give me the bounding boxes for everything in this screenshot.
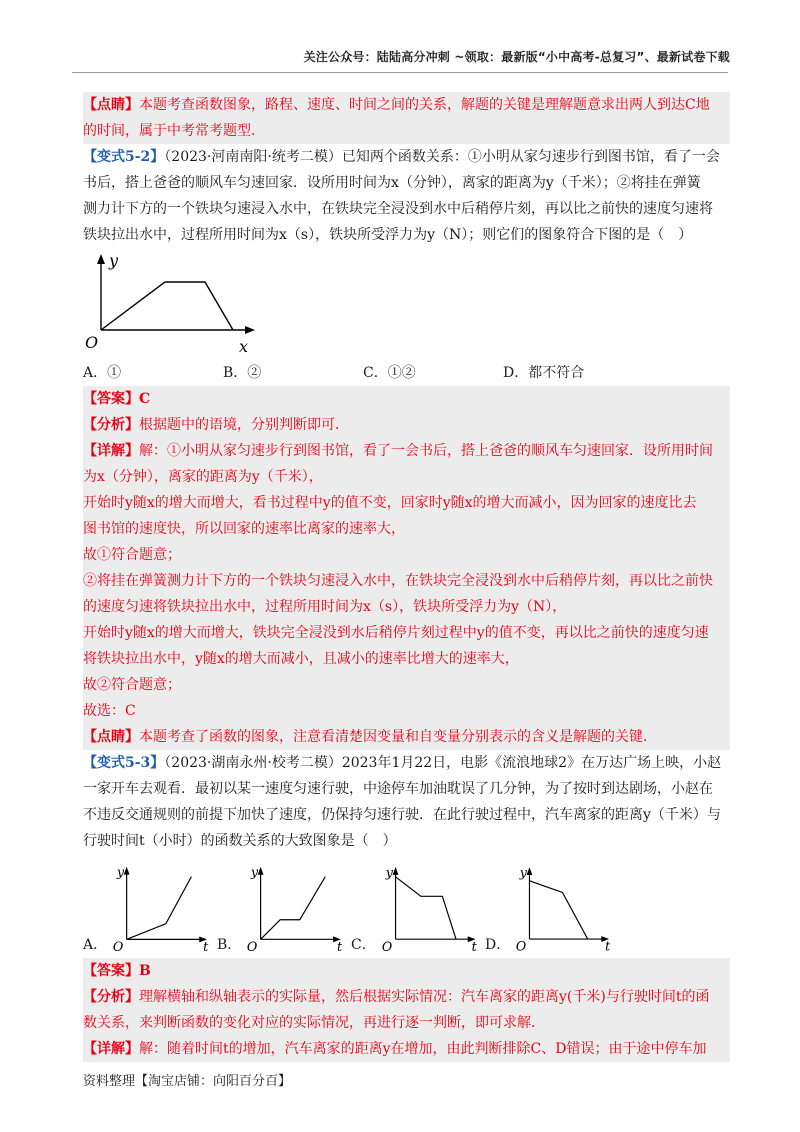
dianjing-label: 【点睛】 xyxy=(83,729,139,745)
x-axis-label: t xyxy=(203,940,209,954)
document-body xyxy=(83,92,730,1062)
choice-b[interactable]: B．② xyxy=(223,365,262,381)
function-graph xyxy=(83,252,730,356)
question-line xyxy=(83,750,730,776)
detail-line: ②将挂在弹簧测力计下方的一个铁块匀速浸入水中，在铁块完全浸没到水中后稍停片刻，再以比之前快 xyxy=(83,568,730,594)
answer-value: B xyxy=(139,963,151,979)
option-b-label: B． xyxy=(217,937,242,953)
option-graphs xyxy=(83,858,730,954)
answer-label: 【答案】 xyxy=(83,391,139,407)
option-a-graph xyxy=(109,862,217,954)
origin-label: O xyxy=(113,940,124,954)
analysis-text: 根据题中的语境，分别判断即可． xyxy=(139,417,349,433)
choice-a[interactable]: A．① xyxy=(83,365,122,381)
question-line: 测力计下方的一个铁块匀速浸入水中，在铁块完全浸没到水中后稍停片刻，再以比之前快的速度匀速将 xyxy=(83,201,713,217)
question-line: 不违反交通规则的前提下加快了速度，仍保持匀速行驶．在此行驶过程中，汽车离家的距离y（千米）与 xyxy=(83,807,721,823)
graph-svg xyxy=(83,252,273,356)
x-axis-label: t xyxy=(605,938,611,954)
detail-line: 图书馆的速度快，所以回家的速率比离家的速率大， xyxy=(83,516,730,542)
detail-line: 开始时y随x的增大而增大，看书过程中y的值不变，回家时y随x的增大而减小，因为回家的速度比去 xyxy=(83,490,730,516)
question-line: 书后，搭上爸爸的顺风车匀速回家．设所用时间为x（分钟），离家的距离为y（千米）；②将挂在弹簧 xyxy=(83,175,701,191)
choice-c[interactable]: C．①② xyxy=(363,365,416,381)
page-header: 关注公众号：陆陆高分冲刺 ~领取：最新版“小中高考-总复习”、最新试卷下载 xyxy=(303,50,730,64)
analysis-line: 数关系，来判断函数的变化对应的实际情况，再进行逐一判断，即可求解． xyxy=(83,1010,730,1036)
detail-line: 将铁块拉出水中，y随x的增大而减小，且减小的速率比增大的速率大， xyxy=(83,646,730,672)
answer-line xyxy=(83,386,730,412)
origin-label: O xyxy=(247,939,258,954)
y-axis-label: y xyxy=(519,864,528,880)
dianjing-line xyxy=(83,92,730,118)
question-line xyxy=(83,144,730,170)
analysis-label: 【分析】 xyxy=(83,989,139,1005)
question-label: 【变式5-2】 xyxy=(83,149,165,165)
dianjing-text: 本题考查了函数的图象，注意看清楚因变量和自变量分别表示的含义是解题的关键． xyxy=(139,729,657,745)
page-footer: 资料整理【淘宝店铺：向阳百分百】 xyxy=(83,1074,292,1089)
choices-row xyxy=(83,360,730,386)
y-axis-label: y xyxy=(251,864,259,880)
detail-line: 故选：C xyxy=(83,698,730,724)
x-axis-label: t xyxy=(471,938,477,954)
y-axis-label: y xyxy=(385,864,393,880)
option-a-label: A． xyxy=(83,937,108,953)
option-b-graph xyxy=(243,862,351,954)
y-axis-label: y xyxy=(116,865,125,881)
detail-label: 【详解】 xyxy=(83,1041,139,1057)
analysis-line xyxy=(83,984,730,1010)
detail-text: 解：①小明从家匀速步行到图书馆，看了一会书后，搭上爸爸的顺风车匀速回家．设所用时间 xyxy=(139,443,713,459)
choice-d[interactable]: D．都不符合 xyxy=(503,365,585,381)
question-text: （2023·湖南永州·校考二模）2023年1月22日，电影《流浪地球2》在万达广场上映，小赵 xyxy=(164,755,722,771)
analysis-label: 【分析】 xyxy=(83,417,139,433)
detail-line: 故①符合题意； xyxy=(83,542,730,568)
y-axis-label: y xyxy=(109,252,119,270)
x-axis-label: x xyxy=(239,337,249,356)
option-c-graph xyxy=(378,862,485,954)
question-label: 【变式5-3】 xyxy=(83,755,165,771)
question-line: 一家开车去观看．最初以某一速度匀速行驶，中途停车加油耽误了几分钟，为了按时到达剧场，小赵在 xyxy=(83,781,713,797)
detail-line: 的速度匀速将铁块拉出水中，过程所用时间为x（s），铁块所受浮力为y（N）， xyxy=(83,594,730,620)
detail-label: 【详解】 xyxy=(83,443,139,459)
dianjing-line xyxy=(83,724,730,750)
analysis-text: 理解横轴和纵轴表示的实际量，然后根据实际情况：汽车离家的距离y(千米)与行驶时间t的函 xyxy=(139,989,710,1005)
question-line: 行驶时间t（小时）的函数关系的大致图象是（ ） xyxy=(83,833,397,849)
option-d[interactable] xyxy=(485,862,619,954)
origin-label: O xyxy=(85,333,99,352)
question-text: （2023·河南南阳·统考二模）已知两个函数关系：①小明从家匀速步行到图书馆，看了一会 xyxy=(164,149,720,165)
origin-label: O xyxy=(381,938,393,954)
dianjing-text: 本题考查函数图象，路程、速度、时间之间的关系，解题的关键是理解题意求出两人到达C地 xyxy=(139,97,710,113)
option-c-label: C． xyxy=(351,937,376,953)
option-d-graph xyxy=(512,862,619,954)
answer-line xyxy=(83,958,730,984)
detail-line: 为x（分钟），离家的距离为y（千米）， xyxy=(83,464,730,490)
origin-label: O xyxy=(516,938,527,954)
detail-line: 开始时y随x的增大而增大，铁块完全浸没到水后稍停片刻过程中y的值不变，再以比之前快的速度匀速 xyxy=(83,620,730,646)
dianjing-label: 【点睛】 xyxy=(83,97,139,113)
answer-value: C xyxy=(139,391,151,407)
answer-label: 【答案】 xyxy=(83,963,139,979)
option-d-label: D． xyxy=(485,937,511,953)
x-axis-label: t xyxy=(337,939,343,954)
option-b[interactable] xyxy=(217,862,351,954)
dianjing-line: 的时间，属于中考常考题型． xyxy=(83,118,730,144)
header-divider xyxy=(72,72,728,73)
detail-line: 故②符合题意； xyxy=(83,672,730,698)
detail-line xyxy=(83,1036,730,1062)
detail-line xyxy=(83,438,730,464)
analysis-line xyxy=(83,412,730,438)
detail-text: 解：随着时间t的增加，汽车离家的距离y在增加，由此判断排除C、D错误；由于途中停车加 xyxy=(139,1041,707,1057)
option-a[interactable] xyxy=(83,862,217,954)
question-line: 铁块拉出水中，过程所用时间为x（s），铁块所受浮力为y（N）；则它们的图象符合下图的是（ ） xyxy=(83,227,693,243)
option-c[interactable] xyxy=(351,862,485,954)
